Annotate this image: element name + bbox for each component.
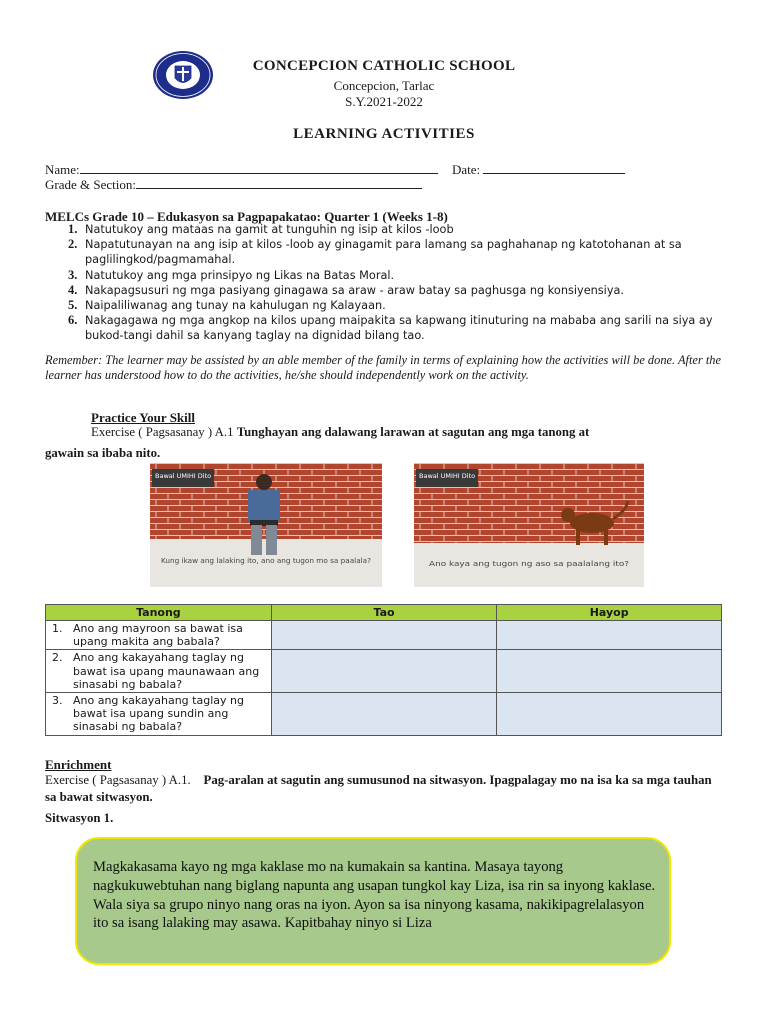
objective-item — [45, 313, 725, 343]
name-blank[interactable] — [80, 162, 438, 174]
question-cell — [46, 693, 272, 736]
objective-number: 5. — [68, 298, 78, 313]
objective-number: 6. — [68, 313, 78, 328]
objective-number: 3. — [68, 267, 78, 282]
questions-table — [45, 604, 722, 736]
enrichment-heading: Enrichment — [45, 757, 112, 772]
image-caption — [429, 559, 629, 568]
table-row — [46, 693, 722, 736]
practice-instruction-line2: gawain sa ibaba nito. — [45, 446, 161, 460]
column-header-tanong: Tanong — [46, 605, 272, 621]
objective-item — [45, 237, 725, 267]
objective-number: 1. — [68, 222, 78, 236]
objective-text: Nakapagsusuri ng mga pasiyang ginagawa sa araw - araw batay sa paghusga ng konsiyensiya. — [85, 283, 625, 297]
column-header-tao: Tao — [271, 605, 497, 621]
question-number: 1. — [52, 622, 63, 635]
grade-section-label: Grade & Section: — [45, 177, 136, 192]
question-text: Ano ang mayroon sa bawat isa upang makita ang babala? — [73, 622, 243, 649]
situation-text: Magkakasama kayo ng mga kaklase mo na kumakain sa kantina. Masaya tayong nagkukuwebtuhan nang biglang napunta ang usapan tungkol kay Liza, isa rin sa inyong kaklase. Wala siya sa grupo ninyo nang oras na iyon. Ayon sa isa ninyong kasama, nakikipagrelalasyon ito sa isang lalaking may asawa. Kapitbahay ninyo si Liza — [93, 859, 656, 932]
wall-sign-text: Bawal UMIHI Dito — [419, 472, 476, 480]
hayop-answer-cell[interactable] — [497, 650, 722, 693]
hayop-answer-cell[interactable] — [497, 621, 722, 650]
school-name: CONCEPCION CATHOLIC SCHOOL — [252, 58, 516, 74]
question-number: 2. — [52, 651, 63, 665]
practice-heading: Practice Your Skill — [91, 410, 195, 425]
name-label: Name: — [45, 162, 80, 177]
enrichment-instruction: Pag-aralan at sagutin ang sumusunod na sitwasyon. Ipagpalagay mo na isa ka sa mga tauhan sa bawat sitwasyon. — [45, 773, 712, 804]
school-address: Concepcion, Tarlac — [333, 78, 435, 93]
objective-text: Nakagagawa ng mga angkop na kilos upang maipakita sa kapwang itinuturing na mababa ang sarili na siya ay bukod-tangi dahil sa kanyang taglay na dignidad bilang tao. — [85, 314, 713, 343]
objective-item — [45, 298, 725, 313]
practice-exercise-prefix: Exercise ( Pagsasanay ) A.1 — [91, 425, 234, 439]
wall-sign-text: Bawal UMIHI Dito — [155, 472, 212, 480]
objective-number: 4. — [68, 282, 78, 297]
hayop-answer-cell[interactable] — [497, 693, 722, 736]
enrichment-exercise-prefix: Exercise ( Pagsasanay ) A.1. — [45, 773, 191, 787]
grade-section-field[interactable] — [45, 177, 422, 193]
date-label: Date: — [452, 162, 481, 177]
question-text: Ano ang kakayahang taglay ng bawat isa upang sundin ang sinasabi ng babala? — [73, 694, 244, 734]
practice-instruction-line1: Tunghayan ang dalawang larawan at sagutan ang mga tanong at — [236, 425, 590, 439]
objective-item — [45, 283, 725, 298]
table-row — [46, 621, 722, 650]
objective-item — [45, 268, 725, 283]
objective-number: 2. — [68, 237, 78, 252]
objective-text: Napatutunayan na ang isip at kilos -loob ay ginagamit para lamang sa paghahanap ng katotohanan at sa paglilingkod/pagmamahal. — [85, 238, 682, 267]
dog-at-wall-image — [414, 463, 644, 587]
objective-text: Naipaliliwanag ang tunay na kahulugan ng Kalayaan. — [85, 299, 386, 313]
table-header-row — [46, 605, 722, 621]
practice-exercise — [91, 425, 589, 440]
grade-section-blank[interactable] — [136, 177, 422, 189]
image-caption-text: Kung ikaw ang lalaking ito, ano ang tugon mo sa paalala? — [161, 556, 372, 565]
melcs-heading: MELCs Grade 10 – Edukasyon sa Pagpapakatao: Quarter 1 (Weeks 1-8) — [45, 209, 448, 224]
table-row — [46, 650, 722, 693]
objectives-list — [45, 222, 725, 344]
remember-note: Remember: The learner may be assisted by an able member of the family in terms of explaining how the activities will be done. After the learner has understood how to do the activities, he/she should independently work on the activity. — [45, 353, 721, 382]
school-year: S.Y.2021-2022 — [345, 94, 423, 109]
tao-answer-cell[interactable] — [271, 693, 497, 736]
man-at-wall-image — [150, 463, 382, 587]
objective-text: Natutukoy ang mga prinsipyo ng Likas na Batas Moral. — [85, 268, 395, 282]
page-title: LEARNING ACTIVITIES — [293, 126, 475, 142]
image-caption-text: Ano kaya ang tugon ng aso sa paalalang ito? — [429, 559, 630, 568]
name-field[interactable] — [45, 162, 438, 178]
date-field[interactable] — [452, 162, 625, 178]
objective-text: Natutukoy ang mataas na gamit at tunguhin ng isip at kilos -loob — [85, 223, 454, 236]
question-cell — [46, 650, 272, 693]
situation-label: Sitwasyon 1. — [45, 811, 114, 825]
date-blank[interactable] — [483, 162, 625, 174]
situation-box — [75, 837, 671, 965]
logo-text: CONCEPCION CATHOLIC SCHOOL — [152, 46, 222, 51]
tao-answer-cell[interactable] — [271, 650, 497, 693]
question-number: 3. — [52, 694, 63, 708]
tao-answer-cell[interactable] — [271, 621, 497, 650]
question-cell — [46, 621, 272, 650]
image-caption — [161, 556, 371, 565]
question-text: Ano ang kakayahang taglay ng bawat isa upang maunawaan ang sinasabi ng babala? — [73, 651, 260, 691]
objective-item — [45, 222, 725, 237]
column-header-hayop: Hayop — [497, 605, 722, 621]
enrichment-exercise — [45, 772, 715, 806]
